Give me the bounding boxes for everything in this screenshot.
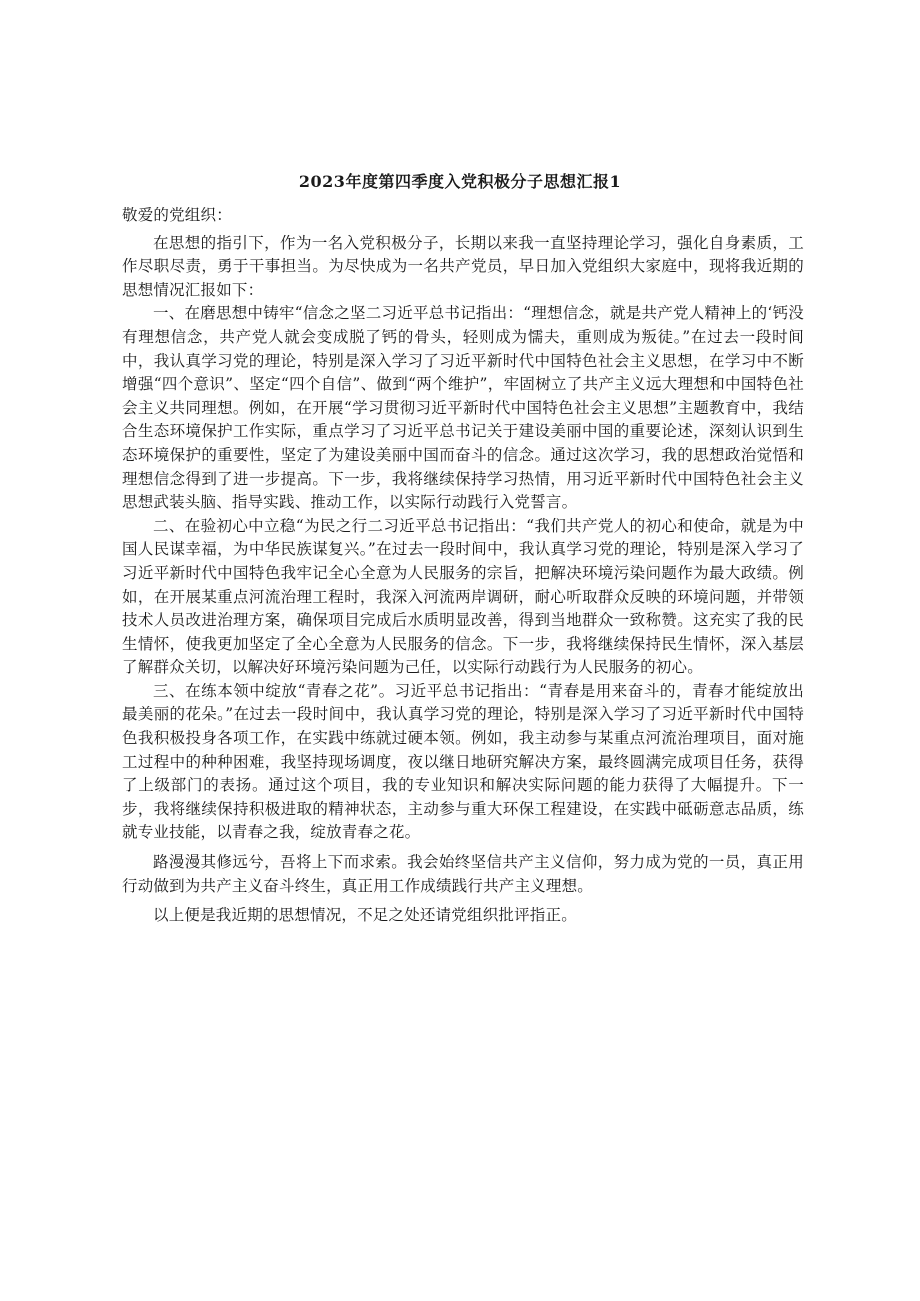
salutation: 敬爱的党组织： [122,206,232,224]
paragraph-closing: 以上便是我近期的思想情况，不足之处还请党组织批评指正。 [153,906,577,925]
document-body [122,204,804,928]
paragraph-conclusion: 路漫漫其修远兮，吾将上下而求索。我会始终坚信共产主义信仰，努力成为党的一员，真正用行动做到为共产主义奋斗终生，真正用工作成绩践行共产主义理想。 [122,853,804,895]
paragraph-intro: 在思想的指引下，作为一名入党积极分子，长期以来我一直坚持理论学习，强化自身素质，工作尽职尽责，勇于干事担当。为尽快成为一名共产党员，早日加入党组织大家庭中，现将我近期的思想情况汇报如下： [122,233,804,299]
document-title: 2023年度第四季度入党积极分子思想汇报1 [298,172,622,191]
paragraph-section-2: 二、在验初心中立稳“为民之行二习近平总书记指出：“我们共产党人的初心和使命，就是为中国人民谋幸福，为中华民族谋复兴。”在过去一段时间中，我认真学习党的理论，特别是深入学习了习近平新时代中国特色我牢记全心全意为人民服务的宗旨，把解决环境污染问题作为最大政绩。例如，在开展某重点河流治理工程时，我深入河流两岸调研，耐心听取群众反映的环境问题，并带领技术人员改进治理方案，确保项目完成后水质明显改善，得到当地群众一致称赞。这充实了我的民生情怀，使我更加坚定了全心全意为人民服务的信念。下一步，我将继续保持民生情怀，深入基层了解群众关切，以解决好环境污染问题为己任，以实际行动践行为人民服务的初心。 [122,516,804,677]
paragraph-section-1: 一、在磨思想中铸牢“信念之坚二习近平总书记指出：“理想信念，就是共产党人精神上的‘钙没有理想信念，共产党人就会变成脱了钙的骨头，轻则成为懦夫，重则成为叛徒。”在过去一段时间中，我认真学习党的理论，特别是深入学习了习近平新时代中国特色社会主义思想，在学习中不断增强“四个意识”、坚定“四个自信”、做到“两个维护”，牢固树立了共产主义远大理想和中国特色社会主义共同理想。例如，在开展“学习贯彻习近平新时代中国特色社会主义思想”主题教育中，我结合生态环境保护工作实际，重点学习了习近平总书记关于建设美丽中国的重要论述，深刻认识到生态环境保护的重要性，坚定了为建设美丽中国而奋斗的信念。通过这次学习，我的思想政治觉悟和理想信念得到了进一步提高。下一步，我将继续保持学习热情，用习近平新时代中国特色社会主义思想武装头脑、指导实践、推动工作，以实际行动践行入党誓言。 [122,304,804,512]
paragraph-section-3: 三、在练本领中绽放“青春之花”。习近平总书记指出：“青春是用来奋斗的，青春才能绽放出最美丽的花朵。”在过去一段时间中，我认真学习党的理论，特别是深入学习了习近平新时代中国特色我积极投身各项工作，在实践中练就过硬本领。例如，我主动参与某重点河流治理项目，面对施工过程中的种种困难，我坚持现场调度，夜以继日地研究解决方案，最终圆满完成项目任务，获得了上级部门的表扬。通过这个项目，我的专业知识和解决实际问题的能力获得了大幅提升。下一步，我将继续保持积极进取的精神状态，主动参与重大环保工程建设，在实践中砥砺意志品质，练就专业技能，以青春之我，绽放青春之花。 [122,681,804,842]
